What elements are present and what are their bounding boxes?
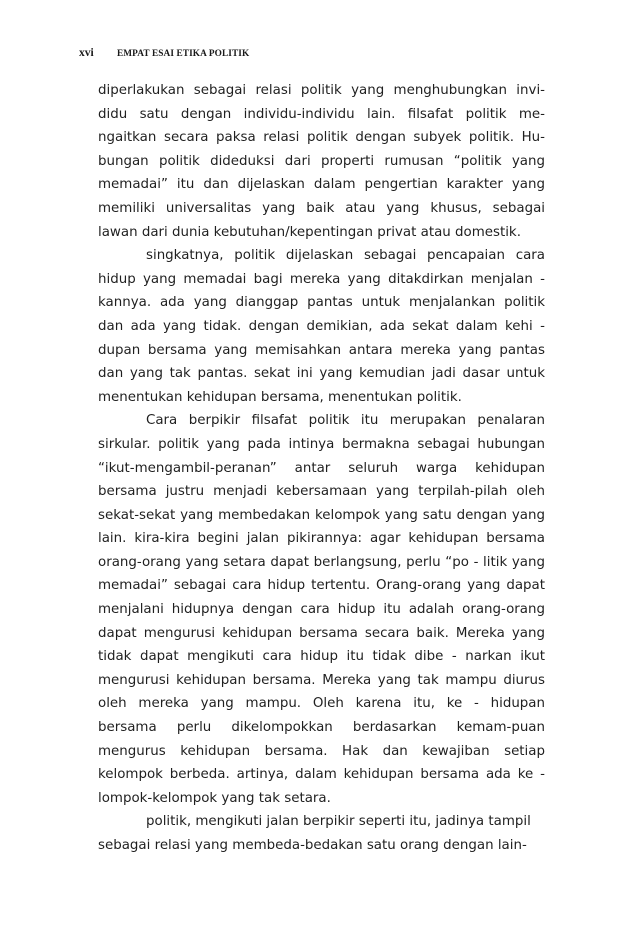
text-line: memadai” itu dan dijelaskan dalam pengertian karakter yang	[98, 177, 545, 193]
text-line: bersama perlu dikelompokkan berdasarkan kemam-puan	[98, 720, 545, 736]
text-line: lompok-kelompok yang tak setara.	[98, 790, 331, 806]
text-line: lawan dari dunia kebutuhan/kepentingan privat atau domestik.	[98, 224, 521, 240]
page-number: xvi	[79, 47, 94, 59]
text-line: singkatnya, politik dijelaskan sebagai pencapaian cara	[146, 248, 545, 264]
text-line: mengurus kehidupan bersama. Hak dan kewajiban setiap	[98, 743, 545, 759]
body-text	[98, 79, 545, 858]
text-line: oleh mereka yang mampu. Oleh karena itu, ke - hidupan	[98, 696, 545, 712]
text-line: menentukan kehidupan bersama, menentukan politik.	[98, 389, 462, 405]
text-line: dupan bersama yang memisahkan antara mereka yang pantas	[98, 342, 545, 358]
text-line: sebagai relasi yang membeda-bedakan satu orang dengan lain-	[98, 838, 527, 853]
text-line: ngaitkan secara paksa relasi politik dengan subyek politik. Hu-	[98, 130, 545, 146]
text-line: politik, mengikuti jalan berpikir seperti itu, jadinya tampil	[146, 814, 531, 830]
text-line: tidak dapat mengikuti cara hidup itu tidak dibe - narkan ikut	[98, 649, 545, 665]
text-line: sekat-sekat yang membedakan kelompok yang satu dengan yang	[98, 507, 545, 523]
text-line: kelompok berbeda. artinya, dalam kehidupan bersama ada ke -	[98, 767, 545, 783]
text-line: Cara berpikir filsafat politik itu merupakan penalaran	[146, 413, 545, 429]
book-title: EMPAT ESAI ETIKA POLITIK	[117, 49, 250, 59]
text-line: didu satu dengan individu-individu lain. filsafat politik me-	[98, 106, 545, 122]
text-line: menjalani hidupnya dengan cara hidup itu adalah orang-orang	[98, 602, 545, 618]
text-line: orang-orang yang setara dapat berlangsung, perlu “po - litik yang	[98, 554, 545, 570]
text-line: memiliki universalitas yang baik atau yang khusus, sebagai	[98, 200, 545, 216]
text-line: bungan politik dideduksi dari properti rumusan “politik yang	[98, 153, 545, 169]
text-line: diperlakukan sebagai relasi politik yang menghubungkan invi-	[98, 83, 545, 98]
text-line: mengurusi kehidupan bersama. Mereka yang tak mampu diurus	[98, 672, 545, 688]
text-line: dan yang tak pantas. sekat ini yang kemudian jadi dasar untuk	[98, 366, 545, 382]
text-line: dapat mengurusi kehidupan bersama secara baik. Mereka yang	[98, 625, 545, 641]
running-header	[79, 47, 249, 67]
text-line: hidup yang memadai bagi mereka yang ditakdirkan menjalan -	[98, 271, 545, 287]
text-line: dan ada yang tidak. dengan demikian, ada sekat dalam kehi -	[98, 318, 545, 334]
text-line: “ikut-mengambil-peranan” antar seluruh warga kehidupan	[98, 460, 545, 476]
text-line: memadai” sebagai cara hidup tertentu. Orang-orang yang dapat	[98, 578, 545, 594]
text-line: lain. kira-kira begini jalan pikirannya: agar kehidupan bersama	[98, 531, 545, 547]
text-line: sirkular. politik yang pada intinya bermakna sebagai hubungan	[98, 436, 545, 452]
text-line: bersama justru menjadi kebersamaan yang terpilah-pilah oleh	[98, 484, 545, 500]
text-line: kannya. ada yang dianggap pantas untuk menjalankan politik	[98, 295, 545, 311]
